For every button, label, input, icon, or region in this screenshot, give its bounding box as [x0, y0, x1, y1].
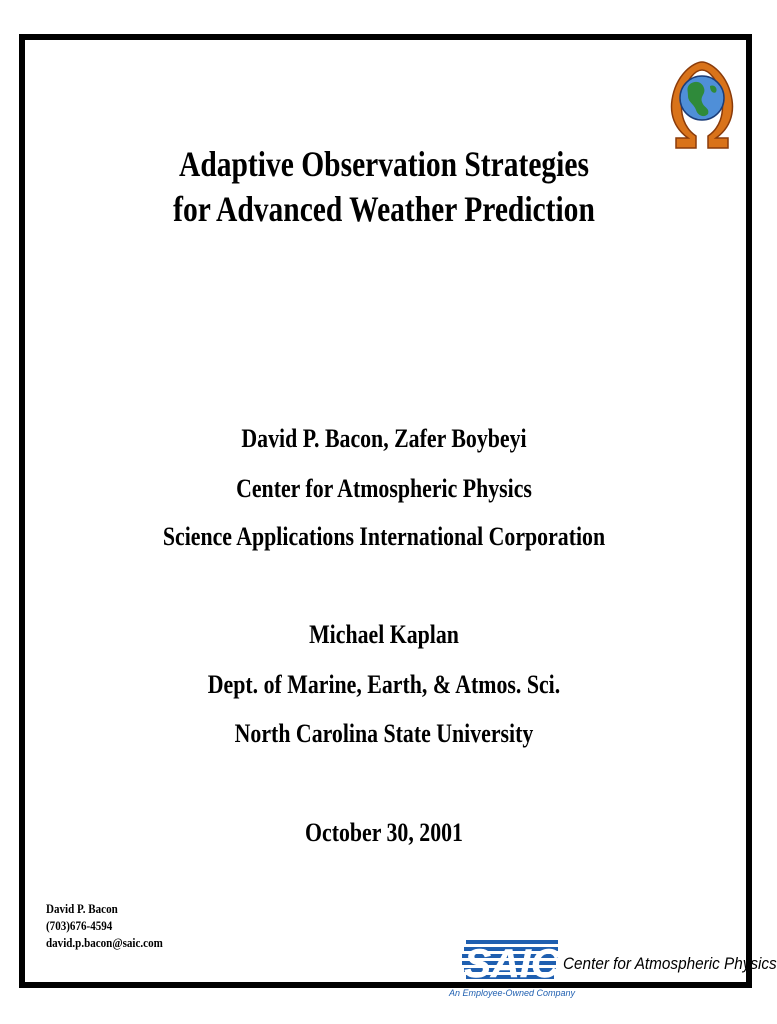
author-dept: Center for Atmospheric Physics — [236, 474, 532, 503]
author-org: Science Applications International Corporation — [162, 522, 606, 551]
contact-block — [46, 900, 163, 951]
omega-globe-icon — [666, 56, 738, 156]
saic-logo — [448, 936, 576, 1006]
contact-name: David P. Bacon — [46, 901, 118, 916]
title-line-2: for Advanced Weather Prediction — [173, 189, 595, 229]
svg-text:An Employee-Owned Company: An Employee-Owned Company — [448, 988, 576, 998]
title-line-1: Adaptive Observation Strategies — [179, 144, 589, 184]
coauthor-dept: Dept. of Marine, Earth, & Atmos. Sci. — [207, 670, 561, 699]
svg-text:SAIC: SAIC — [464, 942, 560, 986]
contact-email: david.p.bacon@saic.com — [46, 935, 163, 950]
coauthor-name: Michael Kaplan — [309, 620, 459, 649]
footer-center-label: Center for Atmospheric Physics — [563, 954, 777, 973]
presentation-date: October 30, 2001 — [305, 818, 463, 847]
page-title — [69, 142, 699, 232]
contact-phone: (703)676-4594 — [46, 918, 113, 933]
coauthor-org: North Carolina State University — [234, 719, 534, 748]
author-names: David P. Bacon, Zafer Boybeyi — [241, 424, 527, 453]
